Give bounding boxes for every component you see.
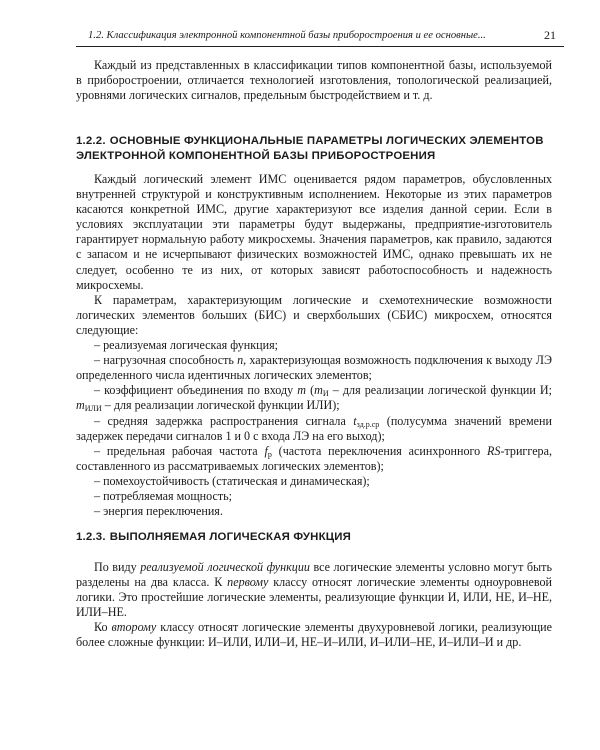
header-rule bbox=[76, 46, 564, 47]
running-head bbox=[76, 28, 566, 44]
list-item: – реализуемая логическая функция; bbox=[94, 338, 278, 353]
intro-block bbox=[76, 58, 552, 103]
intro-paragraph: Каждый из представленных в классификации типов компонентной базы, используемой в приборостроении, отличается технологией изготовления, топологической реализацией, уровнями логических сигналов, предельным быстродействием и т. д. bbox=[76, 58, 552, 103]
section-1-2-2-body bbox=[76, 172, 552, 519]
paragraph: К параметрам, характеризующим логические и схемотехнические возможности логических элементов больших (БИС) и сверхбольших (СБИС) микросхем, относятся следующие: bbox=[76, 292, 552, 337]
list-item: – предельная рабочая частота $f_р$ (частота переключения асинхронного RS-триггера, составленного из рассматриваемых логических элементов); bbox=[76, 443, 552, 473]
list-item: – потребляемая мощность; bbox=[94, 488, 232, 503]
list-item: – энергия переключения. bbox=[94, 504, 223, 519]
section-number: 1.2.2. bbox=[76, 135, 106, 147]
paragraph: Каждый логический элемент ИМС оценивается рядом параметров, обусловленных внутренней структурой и конструктивным исполнением. Некоторые из этих параметров касаются конкретной ИМС, другие характеризуют все изделия данной серии. Если в условиях эксплуатации эти параметры будут выдержаны, предприятие-изготовитель гарантирует нормальную работу микросхемы. Значения параметров, как правило, задаются с запасом и не исчерпывают физических возможностей ИМС, однако превышать их не следует, особенно те из них, от которых зависят работоспособность и надежность микросхемы. bbox=[76, 172, 552, 292]
section-title: ОСНОВНЫЕ ФУНКЦИОНАЛЬНЫЕ ПАРАМЕТРЫ ЛОГИЧЕСКИХ ЭЛЕМЕНТОВ ЭЛЕКТРОННОЙ КОМПОНЕНТНОЙ БАЗЫ ПРИБОРОСТРОЕНИЯ bbox=[76, 135, 544, 162]
section-1-2-3-body bbox=[76, 560, 552, 651]
list-item: – средняя задержка распространения сигнала $t_{зд.р.ср}$ (полусумма значений времени задержек передачи сигналов 1 и 0 с входа ЛЭ на его выход); bbox=[76, 413, 552, 443]
running-head-title: 1.2. Классификация электронной компонентной базы приборостроения и ее основные... bbox=[88, 30, 486, 41]
section-heading-1-2-3 bbox=[76, 530, 552, 545]
list-item: – коэффициент объединения по входу m ($m_И$ – для реализации логической функции И; $m_{ИЛИ}$ – для реализации логической функции ИЛИ); bbox=[76, 383, 552, 414]
list-item: – нагрузочная способность n, характеризующая возможность подключения к выходу ЛЭ определенного числа идентичных логических элементов; bbox=[76, 353, 552, 383]
paragraph: Ко второму классу относят логические элементы двухуровневой логики, реализующие более сложные функции: И–ИЛИ, ИЛИ–И, НЕ–И–ИЛИ, И–ИЛИ–НЕ, И–ИЛИ–И и др. bbox=[76, 620, 552, 650]
list-item: – помехоустойчивость (статическая и динамическая); bbox=[94, 473, 370, 488]
section-number: 1.2.3. bbox=[76, 531, 106, 543]
section-heading-1-2-2 bbox=[76, 134, 552, 163]
page-number: 21 bbox=[544, 28, 556, 42]
section-title: ВЫПОЛНЯЕМАЯ ЛОГИЧЕСКАЯ ФУНКЦИЯ bbox=[109, 531, 352, 543]
paragraph: По виду реализуемой логической функции все логические элементы условно могут быть разделены на два класса. К первому классу относят логические элементы одноуровневой логики. Это простейшие логические элементы, реализующие функции И, ИЛИ, НЕ, И–НЕ, ИЛИ–НЕ. bbox=[76, 560, 552, 620]
